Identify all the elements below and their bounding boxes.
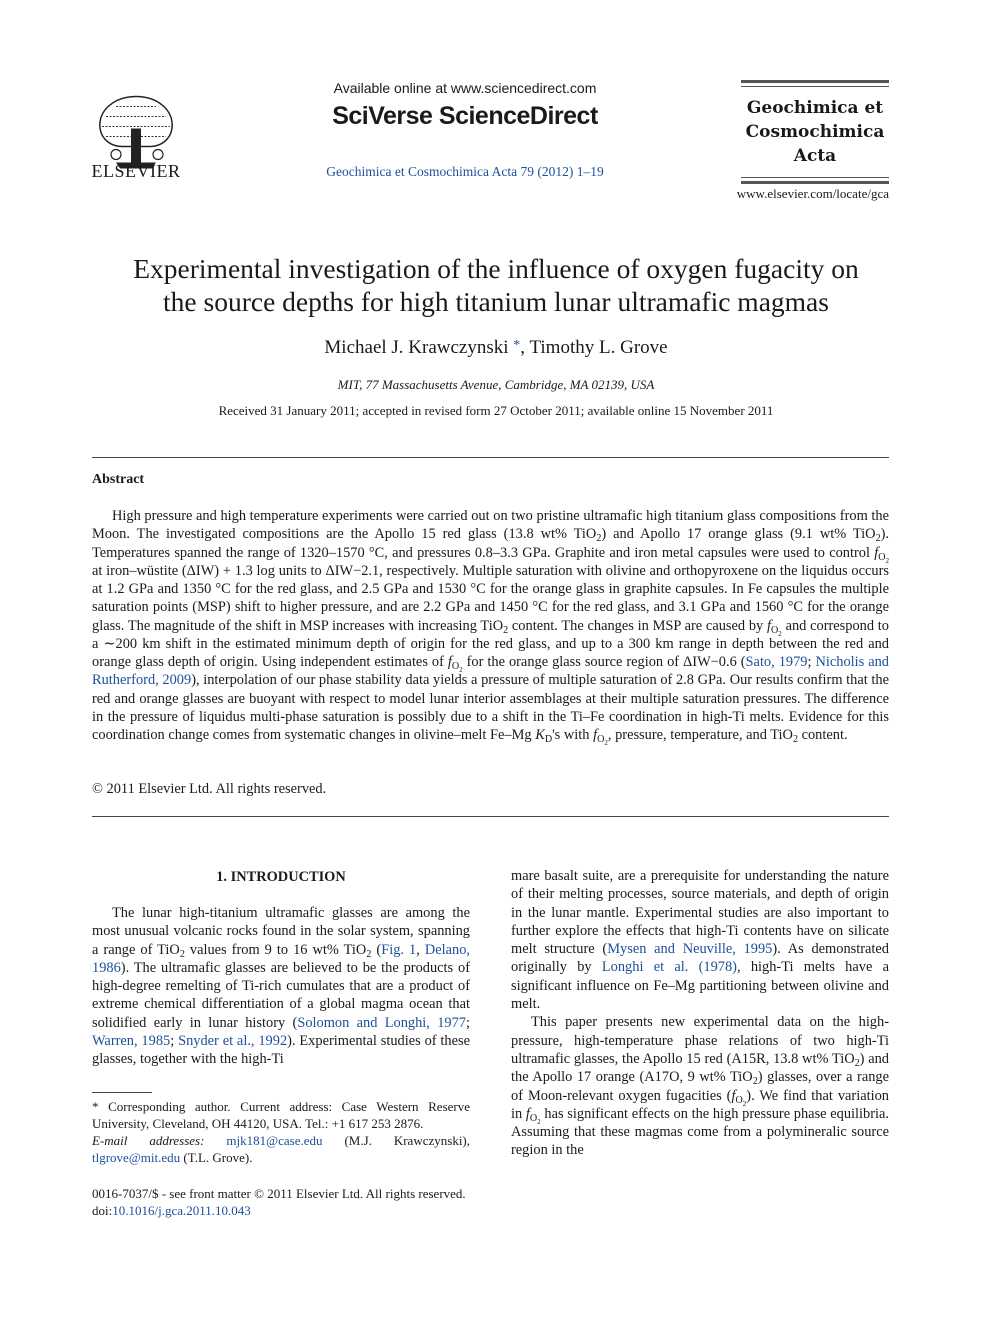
email-link[interactable]: mjk181@case.edu <box>226 1133 323 1148</box>
issn-line: 0016-7037/$ - see front matter © 2011 Elsevier Ltd. All rights reserved. <box>92 1186 466 1201</box>
journal-citation-link[interactable]: Geochimica et Cosmochimica Acta 79 (2012) 1–19 <box>326 164 604 179</box>
article-history: Received 31 January 2011; accepted in revised form 27 October 2011; available online 15 November 2011 <box>218 403 774 418</box>
corresponding-author-note: * Corresponding author. Current address: Case Western Reserve University, Cleveland, OH 44120, USA. Tel.: +1 617 253 2876. <box>92 1099 470 1131</box>
citation-link[interactable]: Warren, 1985 <box>92 1033 171 1050</box>
title-line: the source depths for high titanium lunar ultramafic magmas <box>163 286 829 317</box>
citation-link[interactable]: Longhi et al. (1978) <box>601 959 737 976</box>
abstract-text: High pressure and high temperature experiments were carried out on two pristine ultramafic high titanium glass compositions from the Moon. The investigated compositions are the Apollo 15 red glass (13.8 wt% TiO$_2$) and Apollo 17 orange glass (9.1 wt% TiO$_2$). Temperatures spanned the range of 1320–1570 °C, and pressures 0.8–3.3 GPa. Graphite and iron metal capsules were used to control $f_{O_2}$ at iron–wüstite (ΔIW) + 1.3 log units to ΔIW−2.1, respectively. Multiple saturation with olivine and orthopyroxene on the liquidus occurs at 1.2 GPa and 1350 °C for the red glass, and 2.5 GPa and 1530 °C for the orange glass in graphite capsules. In Fe capsules the multiple saturation points (MSP) shift to higher pressure, and are 2.2 GPa and 1450 °C for the red glass, and 3.1 GPa and 1560 °C for the orange glass. The magnitude of the shift in MSP increases with increasing TiO$_2$ content. The changes in MSP are caused by $f_{O_2}$ and correspond to a ∼200 km shift in the estimated minimum depth of origin for the red glass, and up to a 300 km range in depth between the red and orange glass depth of origin. Using independent estimates of $f_{O_2}$ for the orange glass source region of ΔIW−0.6 (Sato, 1979; Nicholis and Rutherford, 2009), interpolation of our phase stability data yields a pressure of multiple saturation of 2.8 GPa. Our results confirm that the red and orange glasses are buoyant with respect to model lunar interior assemblages at their multiple saturation pressures. The difference in the pressure of liquidus multi-phase saturation is possibly due to a shift in the Ti–Fe coordination in high-Ti melts. Evidence for this coordination change comes from systematic changes in olivine–melt Fe–Mg $K_D's$ with $f_{O_2}$, pressure, temperature, and TiO$_2$ content. <box>92 508 890 747</box>
abstract-heading: Abstract <box>92 472 145 487</box>
journal-title-line: Cosmochimica <box>745 122 885 142</box>
affiliation: MIT, 77 Massachusetts Avenue, Cambridge, MA 02139, USA <box>337 377 655 392</box>
footnote <box>92 1098 470 1166</box>
doi-link[interactable]: 10.1016/j.gca.2011.10.043 <box>112 1203 251 1218</box>
email-label: E-mail addresses: <box>92 1133 205 1148</box>
author-name: Timothy L. Grove <box>529 337 668 358</box>
citation-link[interactable]: Nicholis and Rutherford, 2009 <box>92 654 889 689</box>
citation-link[interactable]: Mysen and Neuville, 1995 <box>607 941 773 958</box>
title-line: Experimental investigation of the influence of oxygen fugacity on <box>133 253 859 284</box>
figure-link[interactable]: Fig. 1 <box>381 941 417 958</box>
email-owner: (M.J. Krawczynski), <box>344 1133 471 1148</box>
email-owner: (T.L. Grove). <box>183 1150 253 1165</box>
paragraph: mare basalt suite, are a prerequisite for understanding the nature of their melting processes, source materials, and depth of origin in the lunar mantle. Experimental studies are also important to further explore the effects that high-Ti contents have on silicate melt structure (Mysen and Neuville, 1995). As demonstrated originally by Longhi et al. (1978), high-Ti melts have a significant influence on Fe–Mg partitioning between olivine and melt. <box>511 868 889 1013</box>
available-online-note: Available online at www.sciencedirect.com <box>333 80 597 96</box>
author-name: Michael J. Krawczynski <box>324 337 509 358</box>
publisher-name: ELSEVIER <box>91 161 181 181</box>
intro-left-column: The lunar high-titanium ultramafic glasses are among the most unusual volcanic rocks found in the solar system, spanning a range of TiO$_2$ values from 9 to 16 wt% TiO$_2$ (Fig. 1, Delano, 1986). The ultramafic glasses are believed to be the products of high-degree remelting of Ti-rich cumulates that are a product of extreme chemical differentiation of a global magma ocean that solidified early in lunar history (Solomon and Longhi, 1977; Warren, 1985; Snyder et al., 1992). Experimental studies of these glasses, together with the high-Ti <box>92 905 471 1068</box>
author-separator: , <box>520 337 526 358</box>
divider <box>92 457 889 458</box>
citation-link[interactable]: Snyder et al., 1992 <box>178 1033 288 1050</box>
footnote-divider <box>92 1092 152 1093</box>
journal-title-line: Geochimica et <box>746 98 884 118</box>
copyright-notice: © 2011 Elsevier Ltd. All rights reserved. <box>92 781 327 797</box>
corresponding-author-link[interactable]: * <box>513 338 521 353</box>
email-link[interactable]: tlgrove@mit.edu <box>92 1150 181 1165</box>
divider <box>92 816 889 817</box>
doi-label: doi: <box>92 1203 113 1218</box>
citation-link[interactable]: Sato, 1979 <box>745 654 808 670</box>
section-heading: 1. INTRODUCTION <box>216 869 346 885</box>
article-title <box>60 252 932 318</box>
sciverse-logo-text[interactable]: SciVerse ScienceDirect <box>332 102 598 130</box>
front-matter <box>92 1185 512 1219</box>
journal-homepage-url[interactable]: www.elsevier.com/locate/gca <box>736 186 889 201</box>
journal-title <box>741 96 889 168</box>
citation-link[interactable]: Solomon and Longhi, 1977 <box>297 1014 467 1031</box>
paragraph: This paper presents new experimental data on the high-pressure, high-temperature phase relations of two high-Ti ultramafic glasses, the Apollo 15 red (A15R, 13.8 wt% TiO$_2$) and the Apollo 17 orange (A17O, 9 wt% TiO$_2$) glasses, over a range of Moon-relevant oxygen fugacities $(f_{O_2})$. We find that variation in $f_{O_2}$ has significant effects on the high pressure phase equilibria. Assuming that these magmas come from a polymineralic source region in the <box>511 1014 890 1159</box>
journal-title-line: Acta <box>793 146 837 166</box>
author-list <box>60 337 932 359</box>
citation-link[interactable]: Delano, 1986 <box>92 941 470 976</box>
intro-right-column <box>511 867 889 1160</box>
